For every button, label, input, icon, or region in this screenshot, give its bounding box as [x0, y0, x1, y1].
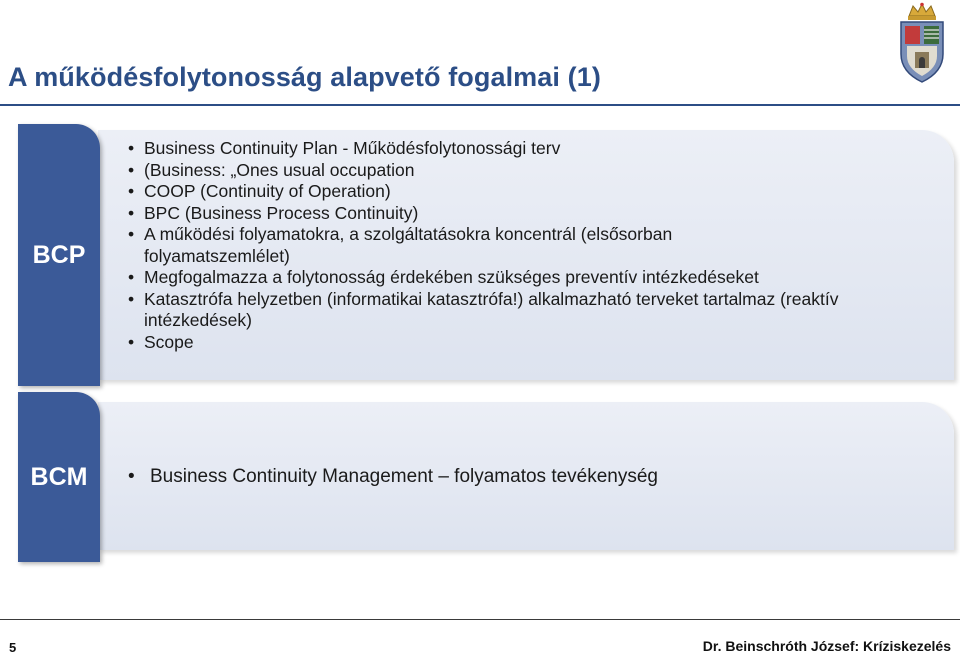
list-item: • BPC (Business Process Continuity)	[128, 203, 928, 225]
bcm-label: BCM	[30, 462, 88, 491]
footer-divider	[0, 619, 960, 620]
list-item: • COOP (Continuity of Operation)	[128, 181, 928, 203]
bcm-bullet-list	[128, 465, 928, 489]
footer-author: Dr. Beinschróth József: Kríziskezelés	[702, 638, 951, 654]
list-item: • Scope	[128, 332, 928, 354]
bcm-label-tab	[18, 392, 100, 562]
list-item: • A működési folyamatokra, a szolgáltatásokra koncentrál (elsősorban folyamatszemlélet)	[128, 224, 774, 267]
list-item: • Katasztrófa helyzetben (informatikai katasztrófa!) alkalmazható terveket tartalmaz (reaktív intézkedések)	[128, 289, 924, 332]
list-item: • Business Continuity Plan - Működésfolytonossági terv	[128, 138, 928, 160]
slide-title: A működésfolytonosság alapvető fogalmai (1)	[8, 62, 601, 92]
list-item: • Business Continuity Management – folyamatos tevékenység	[128, 465, 928, 489]
list-item: • (Business: „Ones usual occupation	[128, 160, 928, 182]
university-crest-icon	[893, 2, 951, 90]
page-number: 5	[9, 640, 17, 655]
bcp-label: BCP	[32, 240, 86, 269]
list-item: • Megfogalmazza a folytonosság érdekében szükséges preventív intézkedéseket	[128, 267, 928, 289]
title-divider	[0, 104, 960, 106]
bcp-bullet-list	[128, 138, 928, 353]
bcp-label-tab	[18, 124, 100, 386]
